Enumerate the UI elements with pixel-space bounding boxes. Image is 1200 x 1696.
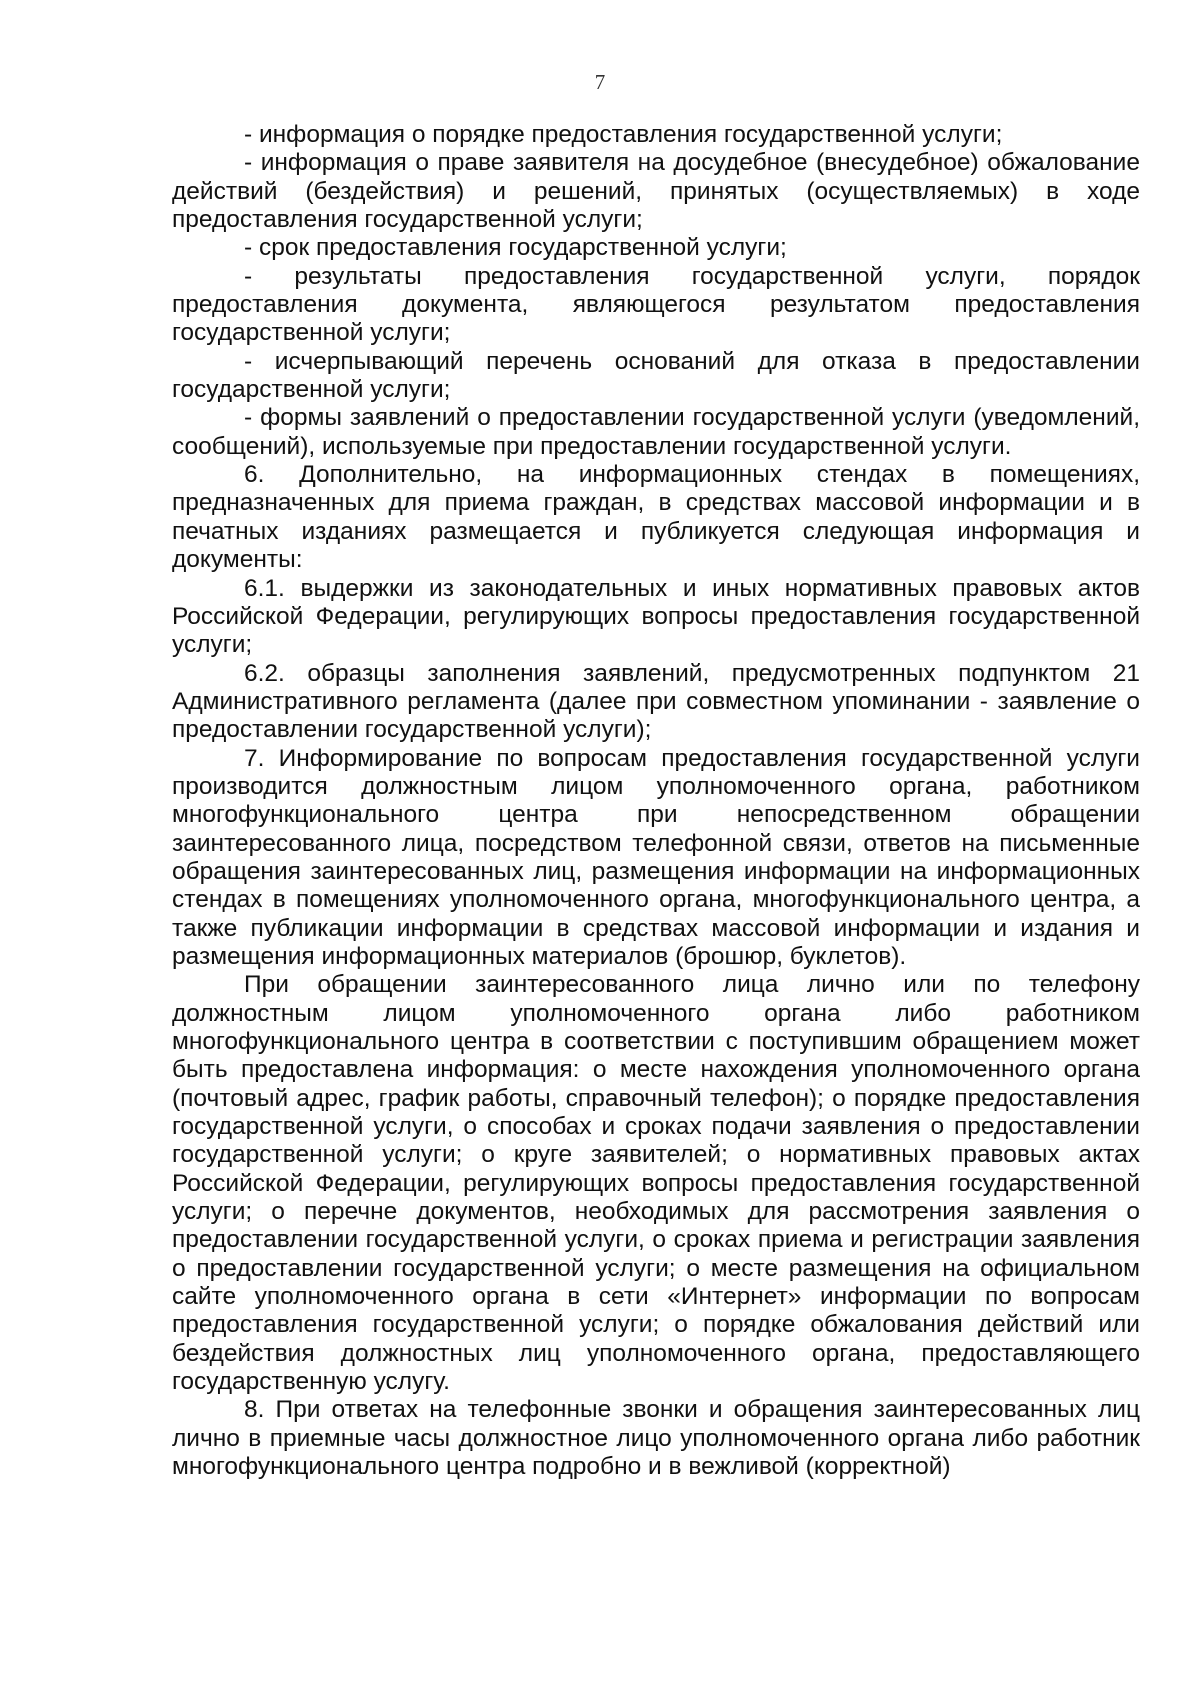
paragraph-7-personal-inquiry: При обращении заинтересованного лица лично или по телефону должностным лицом уполномоченного органа либо работником многофункционального центра в соответствии с поступившим обращением может быть предоставлена информация: о месте нахождения уполномоченного органа (почтовый адрес, график работы, справочный телефон); о порядке предоставления государственной услуги, о способах и сроках подачи заявления о предоставлении государственной услуги; о круге заявителей; о нормативных правовых актах Российской Федерации, регулирующих вопросы предоставления государственной услуги; о перечне документов, необходимых для рассмотрения заявления о предоставлении государственной услуги, о сроках приема и регистрации заявления о предоставлении государственной услуги; о месте размещения на официальном сайте уполномоченного органа в сети «Интернет» информации по вопросам предоставления государственной услуги; о порядке обжалования действий или бездействия должностных лиц уполномоченного органа, предоставляющего государственную услугу. xyxy=(172,971,1140,1396)
list-item-service-term: - срок предоставления государственной услуги; xyxy=(244,234,787,262)
list-item-procedure-info: - информация о порядке предоставления государственной услуги; xyxy=(244,121,1003,148)
paragraph-6: 6. Дополнительно, на информационных стендах в помещениях, предназначенных для приема граждан, в средствах массовой информации и в печатных изданиях размещается и публикуется следующая информация и документы: xyxy=(172,461,1140,574)
list-item-service-results: - результаты предоставления государственной услуги, порядок предоставления документа, являющегося результатом предоставления государственной услуги; xyxy=(172,262,1140,347)
list-item-application-forms: - формы заявлений о предоставлении государственной услуги (уведомлений, сообщений), используемые при предоставлении государственной услуги. xyxy=(172,404,1140,460)
page-number: 7 xyxy=(594,70,606,94)
paragraph-6-1: 6.1. выдержки из законодательных и иных нормативных правовых актов Российской Федерации, регулирующих вопросы предоставления государственной услуги; xyxy=(172,574,1140,659)
document-body xyxy=(172,121,1140,1482)
list-item-refusal-grounds: - исчерпывающий перечень оснований для отказа в предоставлении государственной услуги; xyxy=(172,347,1140,404)
paragraph-8: 8. При ответах на телефонные звонки и обращения заинтересованных лиц лично в приемные часы должностное лицо уполномоченного органа либо работник многофункционального центра подробно и в вежливой (корректной) xyxy=(172,1396,1140,1481)
paragraph-6-2: 6.2. образцы заполнения заявлений, предусмотренных подпунктом 21 Административного регламента (далее при совместном упоминании - заявление о предоставлении государственной услуги); xyxy=(172,659,1140,744)
list-item-appeal-right: - информация о праве заявителя на досудебное (внесудебное) обжалование действий (бездействия) и решений, принятых (осуществляемых) в ходе предоставления государственной услуги; xyxy=(172,149,1140,234)
paragraph-7: 7. Информирование по вопросам предоставления государственной услуги производится должностным лицом уполномоченного органа, работником многофункционального центра при непосредственном обращении заинтересованного лица, посредством телефонной связи, ответов на письменные обращения заинтересованных лиц, размещения информации на информационных стендах в помещениях уполномоченного органа, многофункционального центра, а также публикации информации в средствах массовой информации и издания и размещения информационных материалов (брошюр, буклетов). xyxy=(172,744,1140,970)
